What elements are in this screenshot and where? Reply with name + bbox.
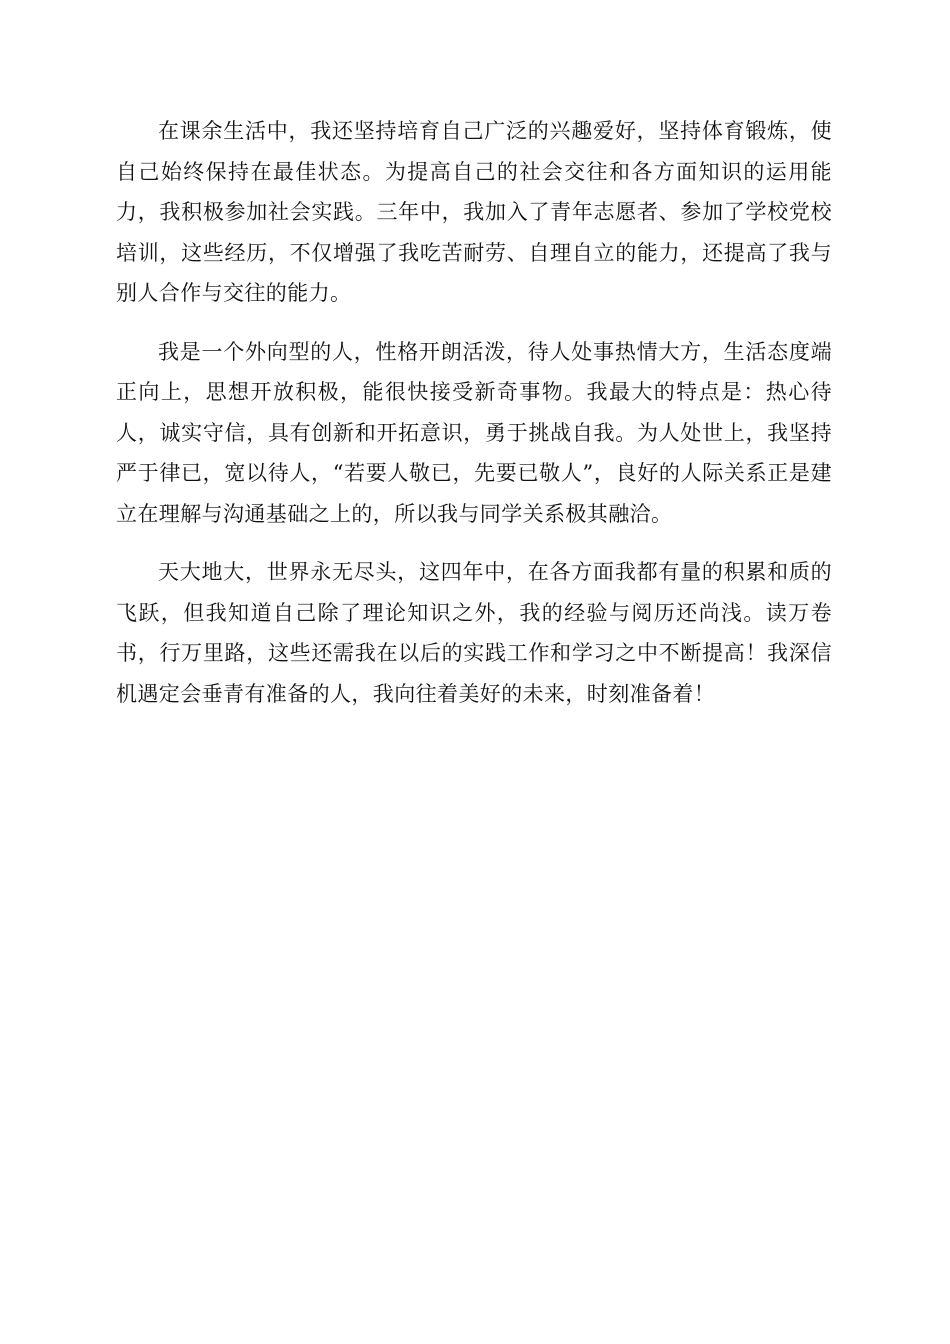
paragraph-hobbies-practice: 在课余生活中，我还坚持培育自己广泛的兴趣爱好，坚持体育锻炼，使自己始终保持在最佳状态。为提高自己的社会交往和各方面知识的运用能力，我积极参加社会实践。三年中，我加入了青年志愿者、参加了学校党校培训，这些经历，不仅增强了我吃苦耐劳、自理自立的能力，还提高了我与别人合作与交往的能力。 (116, 119, 832, 305)
document-body (116, 111, 832, 732)
paragraph-future-outlook: 天大地大，世界永无尽头，这四年中，在各方面我都有量的积累和质的飞跃，但我知道自己除了理论知识之外，我的经验与阅历还尚浅。读万卷书，行万里路，这些还需我在以后的实践工作和学习之中不断提高！我深信机遇定会垂青有准备的人，我向往着美好的未来，时刻准备着！ (116, 560, 832, 706)
paragraph-personality: 我是一个外向型的人，性格开朗活泼，待人处事热情大方，生活态度端正向上，思想开放积极，能很快接受新奇事物。我最大的特点是：热心待人，诚实守信，具有创新和开拓意识，勇于挑战自我。为人处世上，我坚持严于律已，宽以待人，“若要人敬已，先要已敬人”，良好的人际关系正是建立在理解与沟通基础之上的，所以我与同学关系极其融洽。 (116, 339, 832, 526)
